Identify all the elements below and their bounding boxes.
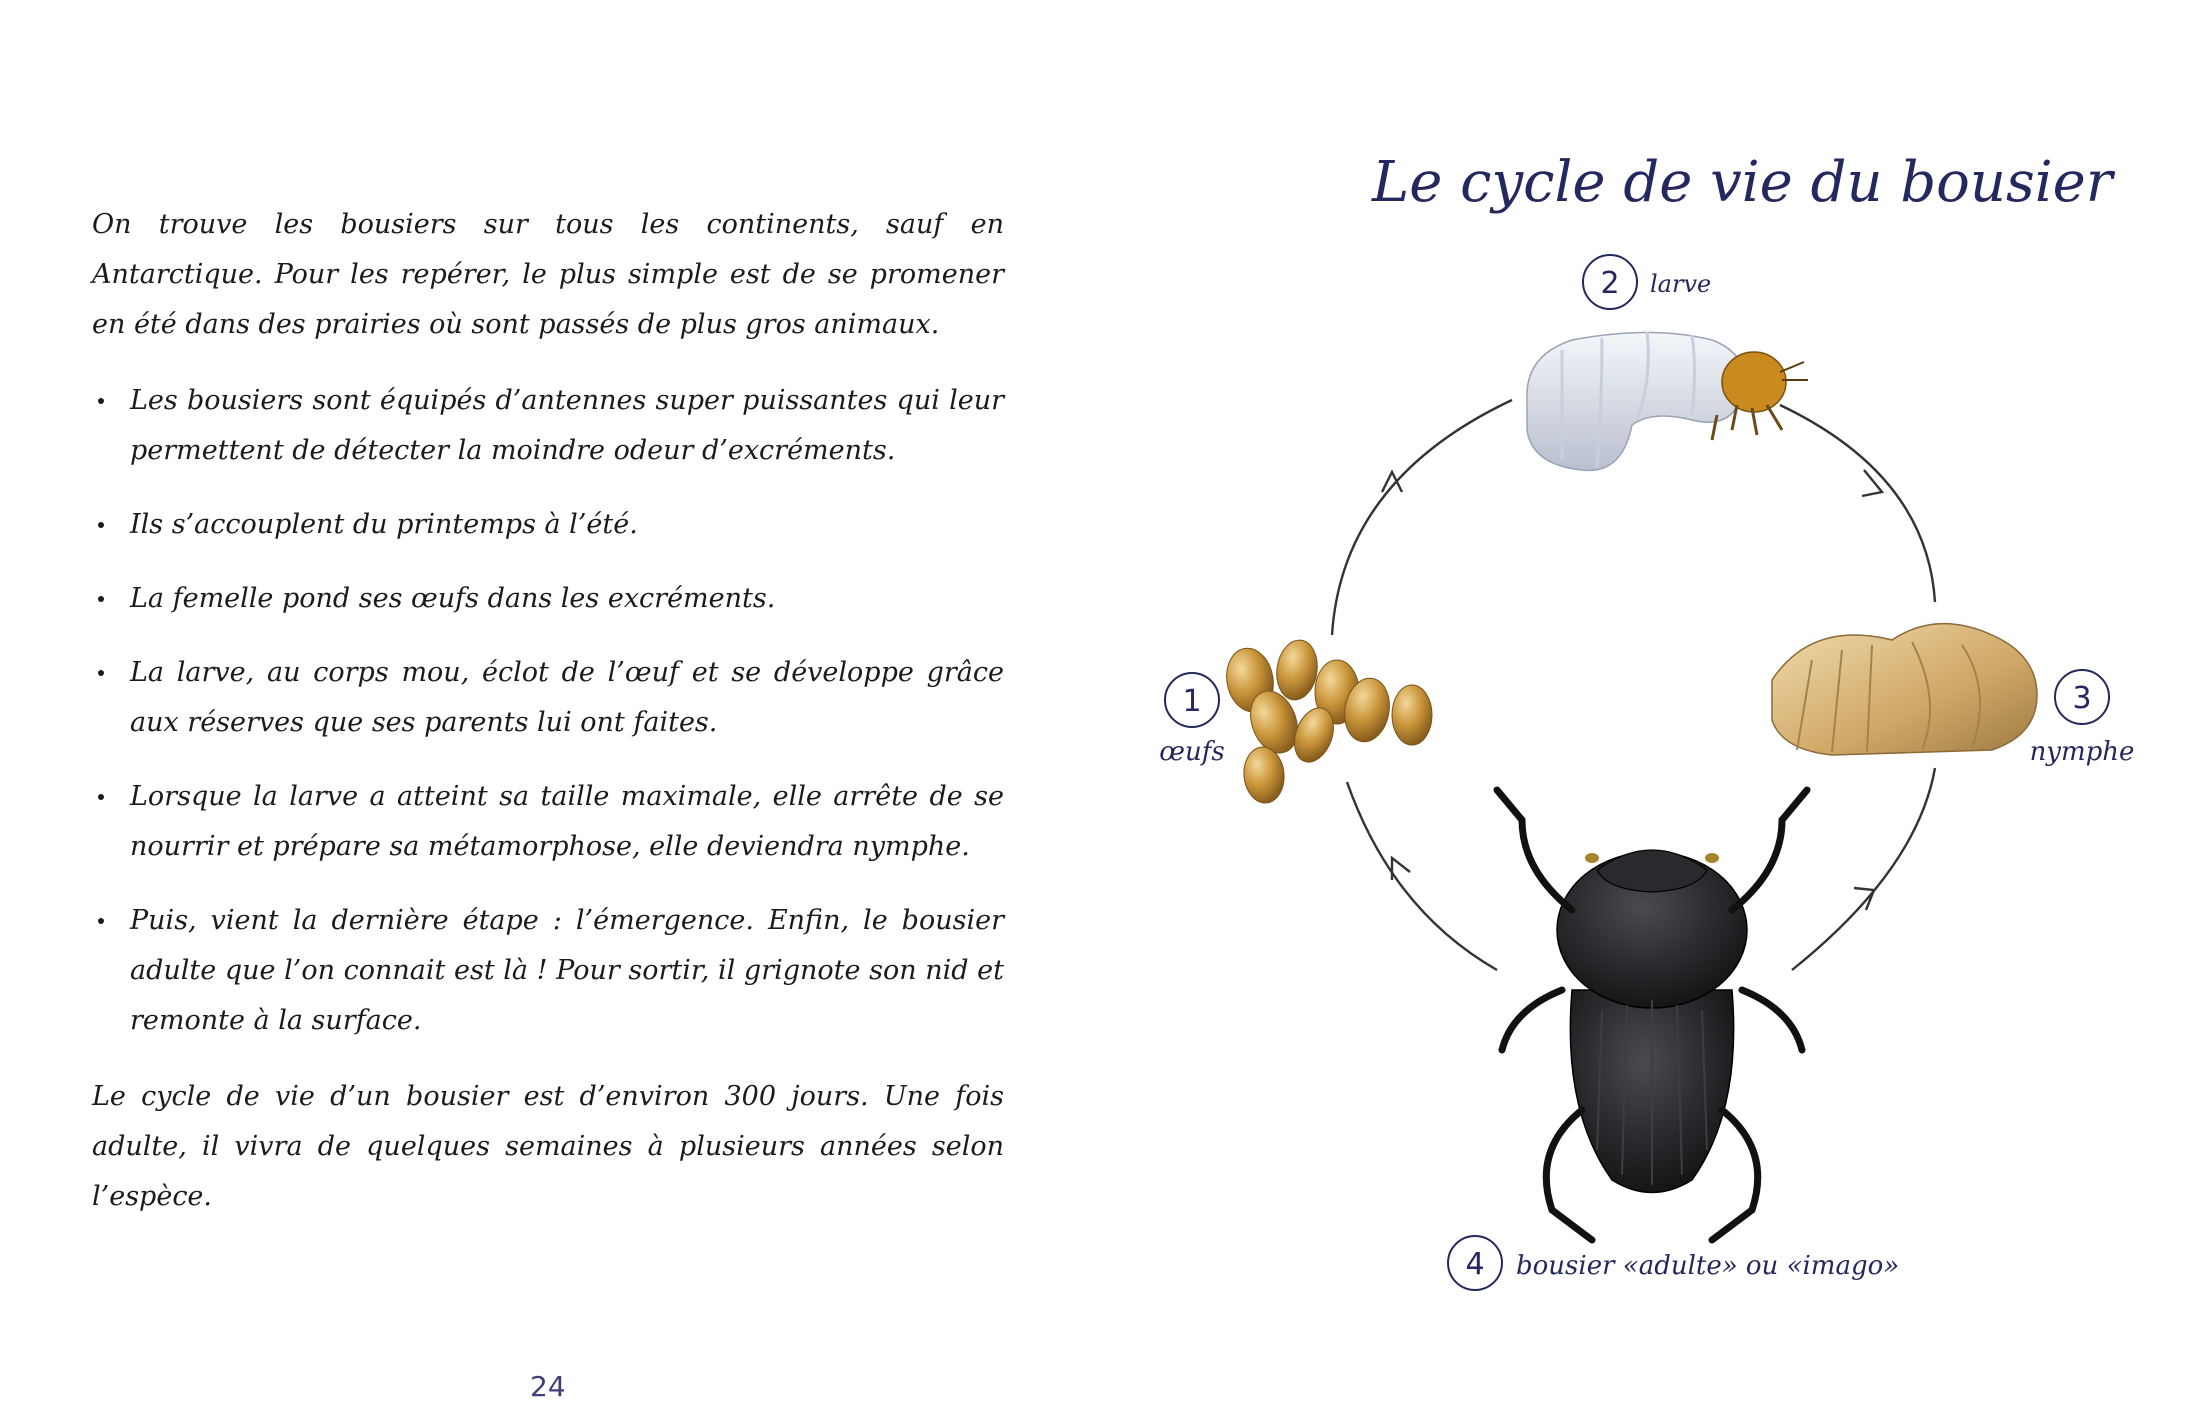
list-item: Lorsque la larve a atteint sa taille maximale, elle arrête de se nourrir et prépare sa métamorphose, elle deviendra nymphe. [92, 772, 1004, 872]
stage-label: bousier «adulte» ou «imago» [1516, 1251, 1900, 1281]
stage-1 [1159, 673, 1224, 767]
list-item: Puis, vient la dernière étape : l’émergence. Enfin, le bousier adulte que l’on connait est là ! Pour sortir, il grignote son nid et remonte à la surface. [92, 896, 1004, 1046]
arrow-eggs-to-larva [1332, 400, 1512, 635]
larva-illustration [1527, 332, 1808, 470]
conclusion-paragraph: Le cycle de vie d’un bousier est d’environ 300 jours. Une fois adulte, il vivra de quelques semaines à plusieurs années selon l’espèce. [92, 1081, 1004, 1212]
arrowhead [1854, 888, 1874, 910]
stage-label: larve [1650, 270, 1712, 298]
list-item: Les bousiers sont équipés d’antennes super puissantes qui leur permettent de détecter la moindre odeur d’excréments. [92, 376, 1004, 476]
bullet-dot [98, 794, 104, 800]
intro-paragraph: On trouve les bousiers sur tous les continents, sauf en Antarctique. Pour les repérer, le plus simple est de se promener en été dans des prairies où sont passés de plus gros animaux. [92, 209, 1004, 340]
stage-label: œufs [1159, 737, 1225, 767]
stage-3 [2030, 670, 2135, 767]
bullet-dot [98, 596, 104, 602]
arrow-adult-to-eggs [1347, 782, 1497, 970]
stage-number: 3 [2072, 681, 2092, 716]
pupa-illustration [1772, 624, 2037, 755]
list-item: Ils s’accouplent du printemps à l’été. [92, 500, 1004, 550]
page-number: 24 [530, 1370, 566, 1403]
stage-2 [1583, 255, 1711, 309]
bullet-dot [98, 398, 104, 404]
bullet-dot [98, 918, 104, 924]
list-item: La larve, au corps mou, éclot de l’œuf et se développe grâce aux réserves que ses parents lui ont faites. [92, 648, 1004, 748]
list-item: La femelle pond ses œufs dans les excréments. [92, 574, 1004, 624]
stage-number: 2 [1600, 266, 1620, 301]
arrow-larva-to-pupa [1780, 405, 1935, 602]
cycle-title: Le cycle de vie du bousier [1372, 150, 2113, 215]
life-cycle-diagram [1092, 230, 2185, 1350]
body-text [92, 200, 1004, 1248]
facts-list [92, 376, 1004, 1046]
stage-label: nymphe [2029, 737, 2135, 767]
arrowhead [1382, 472, 1402, 492]
arrow-pupa-to-adult [1792, 768, 1935, 970]
stage-number: 4 [1465, 1247, 1485, 1282]
bullet-dot [98, 522, 104, 528]
stage-4 [1448, 1236, 1899, 1290]
eggs-illustration [1222, 638, 1432, 805]
beetle-illustration [1497, 790, 1807, 1240]
bullet-dot [98, 670, 104, 676]
left-page [0, 0, 1092, 1417]
stage-number: 1 [1182, 684, 1202, 719]
